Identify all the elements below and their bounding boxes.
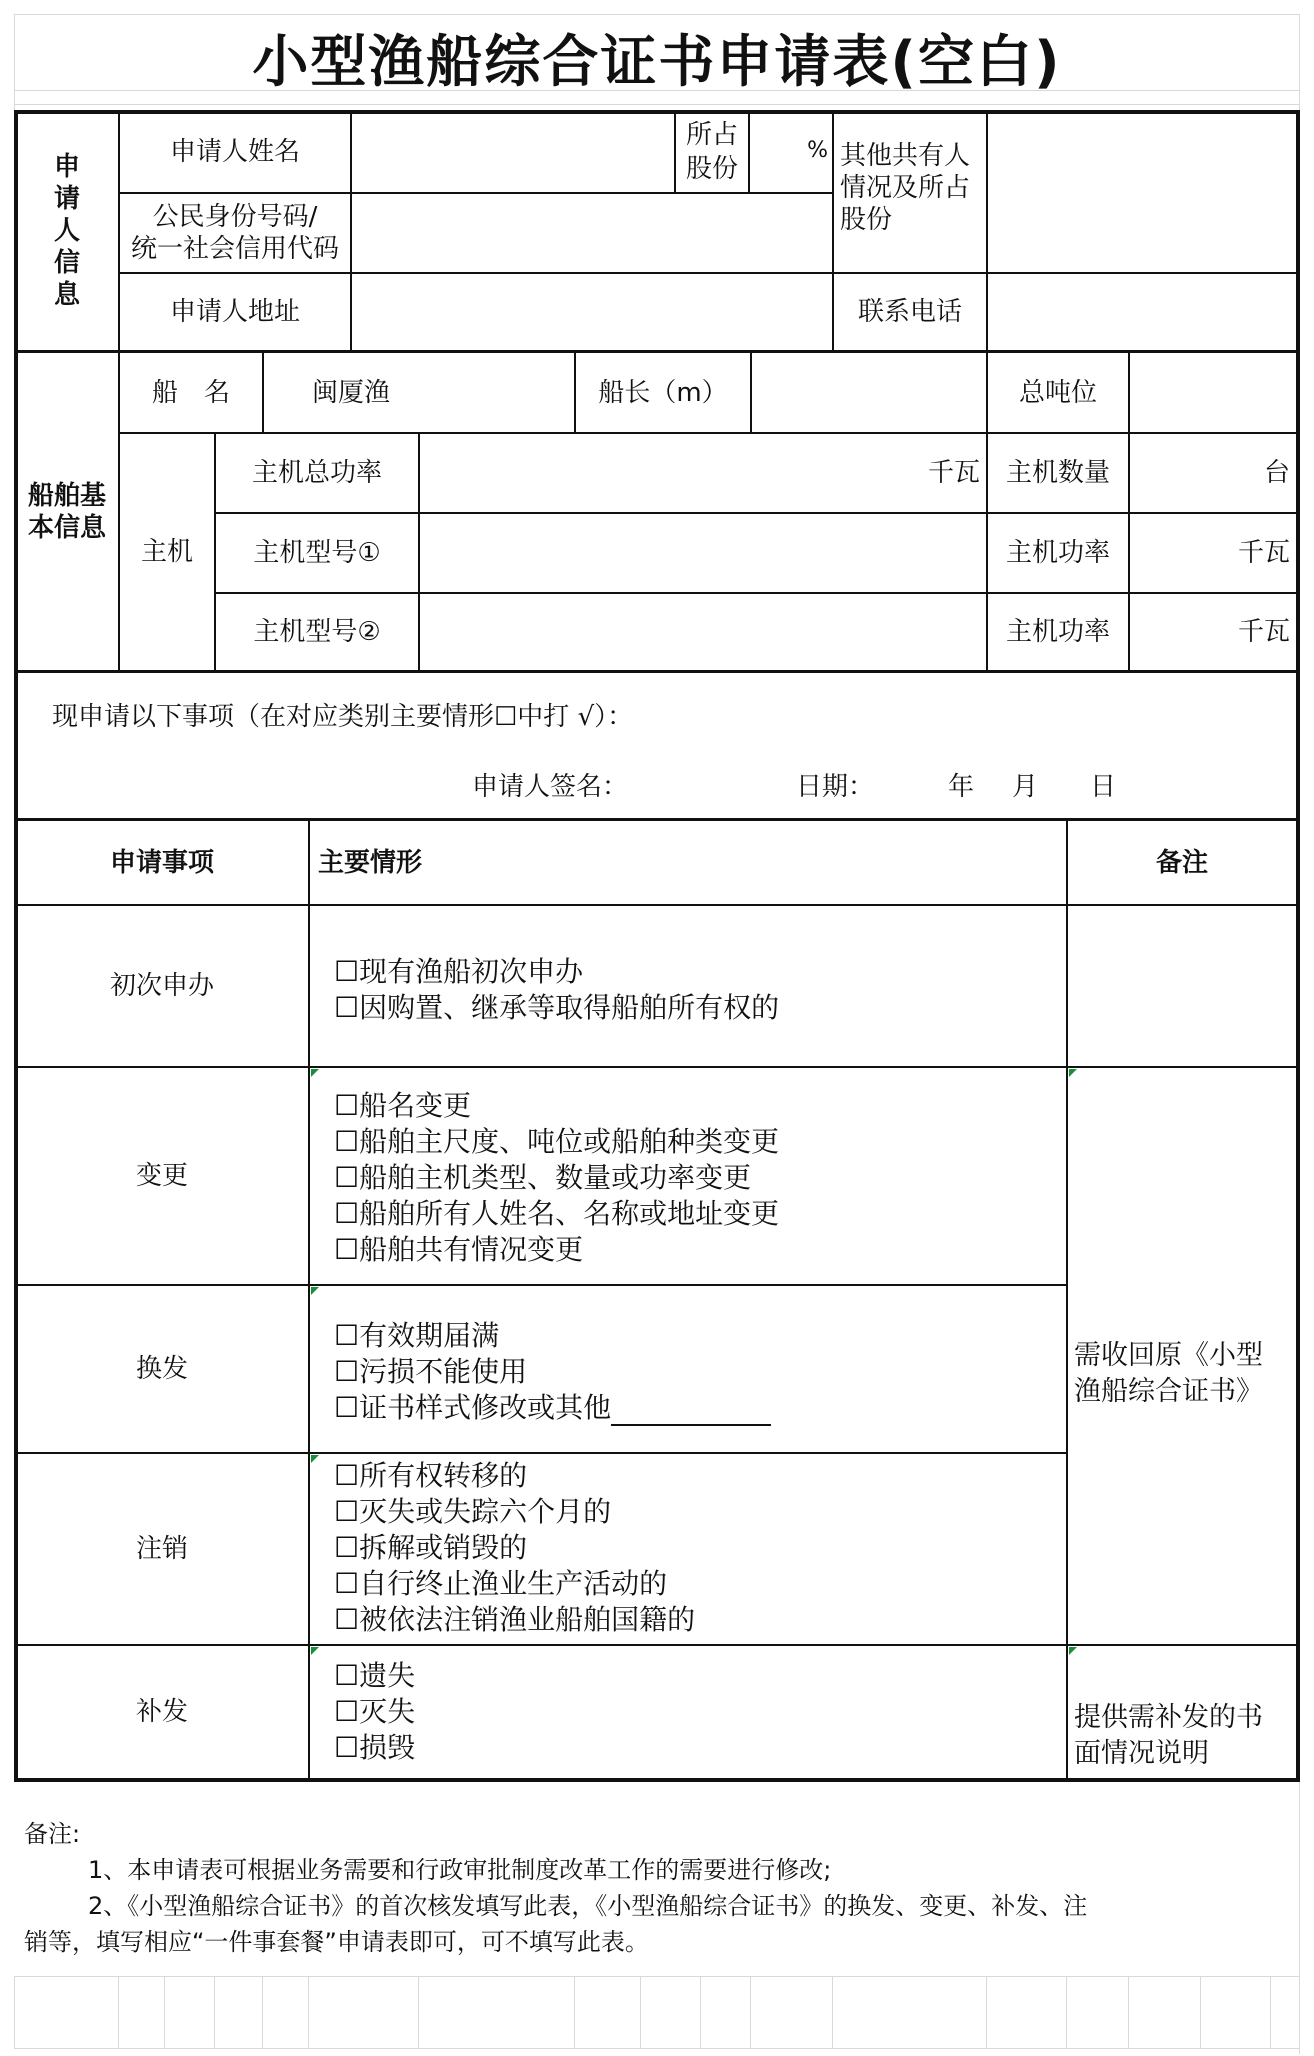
grid-line — [118, 1976, 119, 2048]
co-owner-label: 其他共有人情况及所占股份 — [840, 141, 971, 235]
engine-power-label: 主机功率 — [1005, 538, 1110, 568]
cell-marker — [311, 1287, 319, 1295]
grid-line — [14, 1976, 1300, 1977]
grid-line — [14, 14, 1300, 15]
grid-line — [14, 2048, 1300, 2049]
label-char: 息 — [53, 280, 80, 310]
page-title: 小型渔船综合证书申请表(空白) — [252, 30, 1062, 95]
applicant-name-field[interactable] — [352, 112, 674, 192]
day-label: 日 — [1090, 772, 1117, 802]
year-label: 年 — [948, 772, 975, 802]
request-intro: 现申请以下事项（在对应类别主要情形☐中打 √）： — [52, 702, 634, 732]
model1-label: 主机型号① — [253, 538, 381, 568]
column-header-situation: 主要情形 — [318, 848, 423, 878]
remark-return-certificate — [1074, 1338, 1263, 1410]
percent-sign: % — [807, 138, 828, 163]
divider — [14, 818, 1300, 821]
grid-line — [1270, 1976, 1271, 2048]
total-power-field[interactable]: 千瓦 — [927, 458, 980, 488]
option-checkbox[interactable]: ☐因购置、继承等取得船舶所有权的 — [334, 991, 780, 1024]
grid-line — [700, 1976, 701, 2048]
grid-line — [14, 1976, 15, 2048]
label-line: 本信息 — [27, 513, 106, 543]
phone-field[interactable] — [988, 274, 1296, 350]
grid-line — [1066, 1976, 1067, 2048]
option-checkbox[interactable]: ☐自行终止渔业生产活动的 — [334, 1567, 668, 1600]
option-other-label: ☐证书样式修改或其他 — [334, 1391, 612, 1424]
grid-line — [640, 1976, 641, 2048]
notes-block — [24, 1816, 1294, 1960]
row-options-change — [334, 1088, 779, 1268]
month-label: 月 — [1012, 772, 1039, 802]
grid-line — [214, 1976, 215, 2048]
row-item-initial: 初次申办 — [109, 971, 214, 1001]
table-border — [14, 1778, 1300, 1782]
co-owner-field[interactable] — [988, 112, 1296, 272]
option-checkbox[interactable]: ☐污损不能使用 — [334, 1355, 528, 1388]
option-checkbox[interactable]: ☐船舶共有情况变更 — [334, 1233, 584, 1266]
total-power-label: 主机总功率 — [251, 458, 382, 488]
option-checkbox[interactable]: ☐船名变更 — [334, 1089, 472, 1122]
row-item-cancel: 注销 — [135, 1534, 188, 1564]
cell-marker — [311, 1647, 319, 1655]
divider — [14, 670, 1300, 673]
ship-name-field[interactable]: 闽厦渔 — [312, 378, 391, 408]
row-options-initial — [334, 954, 779, 1026]
option-checkbox[interactable]: ☐有效期届满 — [334, 1319, 500, 1352]
row-item-reissue: 补发 — [135, 1697, 188, 1727]
column-header-remark: 备注 — [1155, 848, 1208, 878]
grid-line — [832, 1976, 833, 2048]
engine-power1-field[interactable]: 千瓦 — [1237, 538, 1290, 568]
engine-label: 主机 — [140, 537, 193, 567]
engine-count-label: 主机数量 — [1005, 458, 1110, 488]
share-label-line: 所占 — [685, 120, 738, 150]
share-field[interactable] — [750, 112, 832, 192]
tonnage-label: 总吨位 — [1018, 378, 1097, 408]
option-checkbox[interactable]: ☐损毁 — [334, 1731, 416, 1764]
row-options-reissue — [334, 1658, 415, 1766]
id-field[interactable] — [352, 194, 832, 272]
engine-power-label: 主机功率 — [1005, 617, 1110, 647]
remark-line: 渔船综合证书》 — [1074, 1376, 1263, 1407]
label-line: 船舶基 — [27, 481, 106, 511]
ship-name-label: 船 名 — [151, 378, 230, 408]
divider — [14, 350, 1300, 353]
id-label — [120, 194, 350, 272]
applicant-section-label — [16, 112, 118, 350]
tonnage-field[interactable] — [1130, 354, 1296, 432]
grid-line — [574, 1976, 575, 2048]
remark-line: 需收回原《小型 — [1074, 1340, 1263, 1371]
id-label-line: 统一社会信用代码 — [130, 234, 339, 264]
option-checkbox[interactable]: ☐所有权转移的 — [334, 1459, 528, 1492]
option-checkbox[interactable]: ☐灭失或失踪六个月的 — [334, 1495, 612, 1528]
notes-line-2: 2、《小型渔船综合证书》的首次核发填写此表，《小型渔船综合证书》的换发、变更、补发、注 — [88, 1892, 1088, 1920]
model2-label: 主机型号② — [253, 617, 381, 647]
date-label: 日期： — [796, 772, 875, 802]
other-blank-underline[interactable] — [611, 1396, 771, 1426]
signature-label: 申请人签名： — [472, 772, 629, 802]
id-label-line: 公民身份号码/ — [152, 202, 318, 232]
label-char: 请 — [53, 184, 80, 214]
share-label — [676, 112, 748, 192]
phone-label: 联系电话 — [857, 297, 962, 327]
grid-line — [1128, 1976, 1129, 2048]
option-checkbox[interactable]: ☐船舶所有人姓名、名称或地址变更 — [334, 1197, 780, 1230]
option-checkbox[interactable]: ☐遗失 — [334, 1659, 416, 1692]
divider — [1066, 820, 1068, 1780]
option-checkbox[interactable]: ☐灭失 — [334, 1695, 416, 1728]
applicant-name-label: 申请人姓名 — [169, 137, 300, 167]
engine-count-field[interactable]: 台 — [1263, 458, 1290, 488]
address-field[interactable] — [352, 274, 832, 350]
notes-heading: 备注: — [24, 1820, 81, 1848]
label-char: 申 — [53, 152, 80, 182]
table-border — [1296, 110, 1300, 1782]
option-checkbox[interactable]: ☐被依法注销渔业船舶国籍的 — [334, 1603, 696, 1636]
option-checkbox-other[interactable] — [334, 1390, 771, 1426]
option-checkbox[interactable]: ☐现有渔船初次申办 — [334, 955, 584, 988]
grid-line — [164, 1976, 165, 2048]
row-item-renew: 换发 — [135, 1354, 188, 1384]
option-checkbox[interactable]: ☐拆解或销毁的 — [334, 1531, 528, 1564]
cell-marker — [311, 1069, 319, 1077]
row-options-cancel — [334, 1458, 695, 1638]
column-header-item: 申请事项 — [109, 848, 214, 878]
row-item-change: 变更 — [135, 1161, 188, 1191]
row-options-renew — [334, 1318, 771, 1426]
notes-line-1: 1、本申请表可根据业务需要和行政审批制度改革工作的需要进行修改; — [88, 1856, 832, 1884]
cell-marker — [1069, 1069, 1077, 1077]
address-label: 申请人地址 — [169, 297, 300, 327]
grid-line — [986, 1976, 987, 2048]
option-checkbox[interactable]: ☐船舶主机类型、数量或功率变更 — [334, 1161, 752, 1194]
notes-line-2-cont: 销等，填写相应“一件事套餐”申请表即可，可不填写此表。 — [24, 1928, 649, 1956]
grid-line — [308, 1976, 309, 2048]
remark-line: 面情况说明 — [1074, 1738, 1209, 1769]
grid-line — [418, 1976, 419, 2048]
divider — [308, 820, 310, 1780]
cell-marker — [311, 1455, 319, 1463]
grid-line — [14, 104, 1300, 105]
remark-line: 提供需补发的书 — [1074, 1702, 1263, 1733]
remark-reissue — [1074, 1700, 1263, 1772]
label-char: 人 — [53, 216, 80, 246]
grid-line — [750, 1976, 751, 2048]
share-label-line: 股份 — [685, 154, 738, 184]
grid-line — [1200, 1976, 1201, 2048]
model1-field[interactable] — [420, 514, 986, 592]
label-char: 信 — [53, 248, 80, 278]
grid-line — [262, 1976, 263, 2048]
cell-marker — [1069, 1647, 1077, 1655]
vessel-section-label — [16, 354, 118, 670]
length-label: 船长（m） — [598, 378, 728, 408]
length-field[interactable] — [752, 354, 986, 432]
option-checkbox[interactable]: ☐船舶主尺度、吨位或船舶种类变更 — [334, 1125, 780, 1158]
model2-field[interactable] — [420, 594, 986, 670]
engine-power2-field[interactable]: 千瓦 — [1237, 617, 1290, 647]
